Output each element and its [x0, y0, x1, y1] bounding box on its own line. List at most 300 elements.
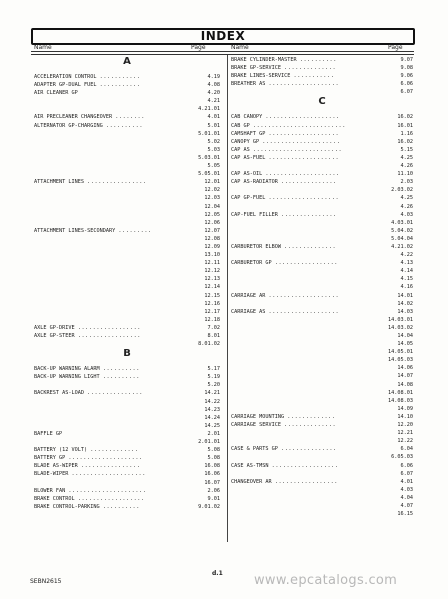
entry-name — [231, 178, 337, 186]
entry-name — [231, 292, 339, 300]
dot-leader: ......................... — [252, 122, 346, 129]
entry-page: 13.10 — [204, 252, 220, 259]
entry-name — [34, 89, 78, 97]
index-entry — [34, 186, 220, 194]
entry-name-text: BRAKE LINES-SERVICE — [231, 73, 291, 80]
index-entry — [34, 113, 220, 121]
index-entry — [231, 64, 413, 72]
entry-name — [231, 56, 337, 64]
index-entry — [231, 170, 413, 178]
entry-page: 5.08 — [207, 455, 220, 462]
dot-leader: .......... — [299, 57, 337, 63]
entry-page: 6.04 — [400, 446, 413, 453]
index-entry — [34, 438, 220, 446]
entry-name-text: BACKREST AS-LOAD — [34, 390, 84, 397]
index-entry — [34, 219, 220, 227]
entry-name-text: CAP GP-FUEL — [231, 195, 266, 202]
index-entry — [231, 397, 413, 405]
entry-page: 12.03 — [204, 195, 220, 202]
entry-name — [34, 332, 141, 340]
index-entry — [34, 275, 220, 283]
index-entry — [34, 406, 220, 414]
entry-page: 12.12 — [204, 268, 220, 275]
index-entry — [231, 348, 413, 356]
entry-name — [231, 308, 339, 316]
entry-name — [34, 113, 145, 121]
entry-page: 4.14 — [400, 268, 413, 275]
dot-leader: ............... — [280, 446, 337, 453]
entry-page: 16.02 — [397, 114, 413, 121]
index-entry — [231, 88, 413, 96]
entry-page: 11.10 — [397, 171, 413, 178]
entry-page: 6.07 — [400, 89, 413, 96]
index-entry — [34, 381, 220, 389]
entry-name — [231, 259, 338, 267]
index-entry — [231, 308, 413, 316]
entry-page: 14.07 — [397, 373, 413, 380]
index-entry — [231, 162, 413, 170]
index-entry — [34, 316, 220, 324]
entry-page: 12.20 — [397, 422, 413, 429]
index-entry — [34, 365, 220, 373]
entry-name — [34, 430, 62, 438]
entry-name — [231, 170, 340, 178]
entry-page: 14.08.03 — [388, 397, 413, 404]
index-entry — [231, 445, 413, 453]
index-entry — [231, 413, 413, 421]
entry-page: 14.01 — [397, 292, 413, 299]
index-entry — [231, 478, 413, 486]
entry-name — [34, 324, 141, 332]
index-column-left — [34, 56, 220, 511]
entry-page: 14.22 — [204, 398, 220, 405]
entry-name — [231, 138, 340, 146]
entry-name-text: AXLE GP-DRIVE — [34, 324, 75, 331]
index-entry — [231, 486, 413, 494]
entry-name-text: BATTERY GP — [34, 455, 66, 462]
index-entry — [34, 122, 220, 130]
dot-leader: ................... — [268, 130, 340, 137]
entry-page: 12.17 — [204, 308, 220, 315]
entry-page: 4.25 — [400, 154, 413, 161]
page-column-header-right: Page — [388, 44, 403, 51]
index-entry — [34, 340, 220, 348]
entry-page: 9.01 — [207, 495, 220, 502]
entry-name-text: CAP-FUEL FILLER — [231, 211, 278, 218]
entry-page: 14.24 — [204, 414, 220, 421]
index-entry — [34, 487, 220, 495]
entry-page: 5.04.04 — [391, 235, 413, 242]
dot-leader: ............... — [280, 179, 337, 186]
dot-leader: .......... — [105, 122, 144, 129]
entry-page: 14.25 — [204, 422, 220, 429]
index-entry — [34, 154, 220, 162]
entry-name-text: BRAKE CYLINDER-MASTER — [231, 57, 297, 63]
entry-name-text: BLADE AS-WIPER — [34, 463, 78, 470]
entry-page: 12.02 — [204, 187, 220, 194]
entry-name — [231, 194, 339, 202]
index-entry — [231, 146, 413, 154]
name-column-header-right: Name — [231, 44, 249, 51]
dot-leader: ................. — [274, 478, 339, 485]
index-entry — [231, 405, 413, 413]
entry-name-text: CAB CANOPY — [231, 114, 263, 121]
entry-name — [231, 113, 340, 121]
entry-name-text: BRAKE CONTROL-PARKING — [34, 503, 100, 510]
dot-leader: ............... — [87, 390, 143, 397]
entry-page: 5.03 — [207, 146, 220, 153]
entry-name — [34, 227, 152, 235]
entry-page: 4.25 — [400, 195, 413, 202]
entry-page: 5.03.01 — [198, 154, 220, 161]
entry-name — [34, 503, 140, 511]
entry-name-text: AIR PRECLEANER CHANGEOVER — [34, 114, 113, 121]
entry-name-text: ATTACHMENT LINES — [34, 179, 84, 186]
entry-name-text: ATTACHMENT LINES-SECONDARY — [34, 227, 116, 234]
entry-page: 14.03.01 — [388, 316, 413, 323]
entry-name-text: BATTERY (12 VOLT) — [34, 447, 88, 454]
section-letter: A — [123, 56, 131, 67]
index-entry — [34, 308, 220, 316]
entry-page: 4.19 — [207, 74, 220, 80]
index-entry — [34, 398, 220, 406]
entry-page: 12.15 — [204, 292, 220, 299]
entry-page: 12.18 — [204, 316, 220, 323]
entry-name — [231, 421, 336, 429]
index-entry — [231, 251, 413, 259]
entry-page: 8.01.02 — [198, 341, 220, 348]
index-entry — [34, 283, 220, 291]
entry-name — [231, 146, 342, 154]
index-entry — [34, 89, 220, 97]
index-entry — [231, 227, 413, 235]
entry-page: 5.05.01 — [198, 171, 220, 178]
index-entry — [231, 178, 413, 186]
index-entry — [34, 332, 220, 340]
index-entry — [34, 495, 220, 503]
index-entry — [231, 186, 413, 194]
entry-page: 12.22 — [397, 438, 413, 445]
entry-page: 14.10 — [397, 413, 413, 420]
entry-page: 14.04 — [397, 333, 413, 339]
entry-page: 12.16 — [204, 300, 220, 307]
entry-page: 16.02 — [397, 138, 413, 145]
index-entry — [34, 130, 220, 138]
entry-name — [34, 81, 141, 89]
index-entry — [231, 72, 413, 80]
dot-leader: ............. — [287, 413, 336, 420]
dot-leader: ........... — [99, 74, 141, 80]
index-entry — [34, 292, 220, 300]
entry-page: 9.07 — [400, 57, 413, 63]
entry-page: 9.06 — [400, 73, 413, 80]
index-entry — [34, 243, 220, 251]
index-entry — [231, 389, 413, 397]
entry-page: 12.05 — [204, 211, 220, 218]
index-entry — [231, 429, 413, 437]
entry-name-text: BACK-UP WARNING LIGHT — [34, 374, 100, 381]
entry-name — [34, 446, 139, 454]
index-entry — [34, 178, 220, 186]
entry-name — [34, 389, 143, 397]
entry-name — [231, 80, 339, 88]
entry-name — [231, 462, 339, 470]
entry-name — [34, 122, 143, 130]
index-entry — [34, 446, 220, 454]
entry-name-text: AIR CLEANER GP — [34, 90, 78, 97]
dot-leader: ................... — [268, 154, 340, 161]
entry-page: 4.04 — [400, 494, 413, 501]
header-rule-bottom — [31, 54, 414, 55]
dot-leader: .......... — [102, 503, 140, 510]
dot-leader: ..................... — [262, 138, 341, 145]
dot-leader: ................... — [268, 81, 340, 88]
index-entry — [34, 81, 220, 89]
entry-page: 12.08 — [204, 235, 220, 242]
entry-name-text: CARRIAGE SERVICE — [231, 422, 281, 429]
entry-name-text: CARRIAGE MOUNTING — [231, 413, 285, 420]
index-entry — [34, 422, 220, 430]
index-entry — [34, 267, 220, 275]
index-entry — [34, 470, 220, 478]
entry-name-text: CARBURETOR ELBOW — [231, 243, 281, 250]
entry-name-text: CAP AS — [231, 146, 250, 153]
index-entry — [34, 138, 220, 146]
entry-name-text: CAMSHAFT GP — [231, 130, 266, 137]
index-entry — [231, 194, 413, 202]
index-entry — [34, 203, 220, 211]
page-column-header-left: Page — [191, 44, 206, 51]
dot-leader: .......... — [102, 366, 140, 373]
entry-page: 16.07 — [204, 479, 220, 486]
entry-name — [34, 495, 145, 503]
entry-page: 14.02 — [397, 300, 413, 307]
entry-name — [34, 454, 143, 462]
index-entry — [34, 324, 220, 332]
section-letter: C — [318, 96, 326, 108]
entry-name — [231, 413, 336, 421]
entry-page: 4.20 — [207, 90, 220, 97]
entry-name — [231, 154, 339, 162]
index-entry — [34, 73, 220, 81]
entry-name-text: AXLE GP-STEER — [34, 333, 75, 339]
entry-page: 12.11 — [204, 260, 220, 267]
entry-name-text: BRAKE CONTROL — [34, 495, 75, 502]
entry-name — [231, 445, 337, 453]
entry-page: 12.13 — [204, 276, 220, 283]
entry-page: 4.26 — [400, 163, 413, 170]
entry-page: 6.07 — [400, 470, 413, 477]
dot-leader: .................. — [271, 462, 339, 469]
index-entry — [231, 113, 413, 121]
entry-page: 12.04 — [204, 203, 220, 210]
index-entry — [231, 130, 413, 138]
entry-name-text: BACK-UP WARNING ALARM — [34, 366, 100, 373]
dot-leader: ............. — [90, 447, 139, 454]
entry-page: 4.15 — [400, 276, 413, 283]
name-column-header-left: Name — [34, 44, 52, 51]
entry-page: 4.03 — [400, 486, 413, 493]
entry-page: 5.15 — [400, 146, 413, 153]
section-letter: B — [123, 348, 131, 360]
entry-name-text: CAP AS-RADIATOR — [231, 179, 278, 186]
entry-name-text: CARRIAGE AS — [231, 308, 266, 315]
entry-name-text: CAP AS-OIL — [231, 171, 263, 178]
entry-page: 4.16 — [400, 284, 413, 291]
dot-leader: ..................... — [68, 487, 147, 494]
dot-leader: ................... — [268, 308, 340, 315]
entry-page: 14.08.01 — [388, 389, 413, 396]
entry-name-text: ACCELERATION CONTROL — [34, 74, 97, 80]
entry-page: 5.20 — [207, 382, 220, 389]
dot-leader: .................... — [71, 471, 146, 478]
index-entry — [231, 56, 413, 64]
index-entry — [231, 453, 413, 461]
dot-leader: .............. — [284, 65, 337, 72]
dot-leader: ................. — [77, 324, 142, 331]
entry-page: 16.01 — [397, 122, 413, 129]
entry-name — [34, 365, 140, 373]
index-entry — [231, 154, 413, 162]
entry-page: 2.01 — [207, 430, 220, 437]
entry-page: 14.05.03 — [388, 357, 413, 364]
index-entry — [231, 122, 413, 130]
entry-page: 12.07 — [204, 227, 220, 234]
index-entry — [231, 259, 413, 267]
index-entry — [231, 219, 413, 227]
entry-page: 5.17 — [207, 366, 220, 373]
entry-name — [231, 243, 336, 251]
entry-name — [34, 373, 140, 381]
dot-leader: ................... — [268, 195, 340, 202]
entry-page: 1.16 — [400, 130, 413, 137]
entry-page: 5.08 — [207, 447, 220, 454]
entry-page: 5.05 — [207, 163, 220, 170]
index-entry — [231, 332, 413, 340]
entry-name — [34, 73, 141, 81]
entry-page: 4.22 — [400, 252, 413, 259]
entry-page: 12.01 — [204, 179, 220, 186]
entry-page: 12.14 — [204, 284, 220, 291]
index-entry — [231, 138, 413, 146]
entry-page: 9.01.02 — [198, 503, 220, 510]
index-entry — [231, 324, 413, 332]
index-entry — [34, 211, 220, 219]
watermark-text: www.epcatalogs.com — [254, 573, 398, 588]
index-entry — [34, 503, 220, 511]
index-entry — [34, 414, 220, 422]
dot-leader: ................. — [77, 333, 142, 339]
index-entry — [34, 373, 220, 381]
column-divider — [227, 55, 228, 542]
index-entry — [34, 251, 220, 259]
dot-leader: .............. — [284, 243, 337, 250]
entry-name — [231, 478, 338, 486]
dot-leader: ........... — [293, 73, 335, 80]
index-entry — [231, 381, 413, 389]
index-entry — [34, 389, 220, 397]
dot-leader: ................... — [268, 292, 340, 299]
index-title: INDEX — [31, 28, 415, 45]
index-entry — [231, 372, 413, 380]
entry-page: 4.21.01 — [198, 106, 220, 113]
dot-leader: .......... — [102, 374, 140, 381]
entry-page: 2.03 — [400, 179, 413, 186]
entry-name — [34, 462, 140, 470]
dot-leader: ......... — [118, 227, 152, 234]
entry-page: 14.23 — [204, 406, 220, 413]
document-number: SEBN2615 — [30, 578, 62, 585]
entry-page: 5.02 — [207, 138, 220, 145]
entry-name-text: CARRIAGE AR — [231, 292, 266, 299]
entry-name-text: ALTERNATOR GP-CHARGING — [34, 122, 103, 129]
index-entry — [231, 203, 413, 211]
entry-name-text: BREATHER AS — [231, 81, 266, 88]
index-entry — [34, 227, 220, 235]
entry-page: 4.03 — [400, 211, 413, 218]
index-entry — [34, 259, 220, 267]
index-entry — [231, 510, 413, 518]
index-entry — [34, 97, 220, 105]
entry-page: 4.03.01 — [391, 219, 413, 226]
entry-page: 5.01.01 — [198, 130, 220, 137]
entry-name — [231, 64, 336, 72]
index-entry — [34, 170, 220, 178]
entry-name-text: CASE AS-TMSN — [231, 462, 269, 469]
entry-page: 16.15 — [397, 511, 413, 518]
entry-page: 5.19 — [207, 374, 220, 381]
dot-leader: .................... — [265, 171, 340, 178]
entry-page: 4.01 — [207, 114, 220, 121]
entry-name — [231, 211, 337, 219]
entry-name-text: CAP AS-FUEL — [231, 154, 266, 161]
entry-name-text: BRAKE GP-SERVICE — [231, 65, 281, 72]
index-entry — [231, 356, 413, 364]
index-entry — [34, 479, 220, 487]
index-entry — [231, 283, 413, 291]
entry-page: 2.01.01 — [198, 439, 220, 446]
index-entry — [34, 235, 220, 243]
entry-page: 14.06 — [397, 365, 413, 372]
dot-leader: .............. — [284, 422, 337, 429]
entry-name-text: CHANGEOVER AR — [231, 478, 272, 485]
index-entry — [231, 364, 413, 372]
index-entry — [231, 243, 413, 251]
index-entry — [34, 430, 220, 438]
entry-page: 2.06 — [207, 487, 220, 494]
index-entry — [231, 340, 413, 348]
index-entry — [231, 470, 413, 478]
index-entry — [231, 235, 413, 243]
entry-name — [34, 178, 147, 186]
index-entry — [34, 462, 220, 470]
index-entry — [231, 437, 413, 445]
entry-name — [231, 72, 334, 80]
index-entry — [34, 105, 220, 113]
dot-leader: .................... — [68, 455, 143, 462]
index-entry — [231, 275, 413, 283]
index-column-right — [231, 56, 413, 518]
index-entry — [231, 421, 413, 429]
entry-page: 14.03 — [397, 308, 413, 315]
entry-page: 16.08 — [204, 463, 220, 470]
entry-page: 5.01 — [207, 122, 220, 129]
entry-page: 12.09 — [204, 243, 220, 250]
entry-page: 9.08 — [400, 65, 413, 72]
index-entry — [34, 454, 220, 462]
index-entry — [231, 80, 413, 88]
entry-page: 2.03.02 — [391, 187, 413, 194]
